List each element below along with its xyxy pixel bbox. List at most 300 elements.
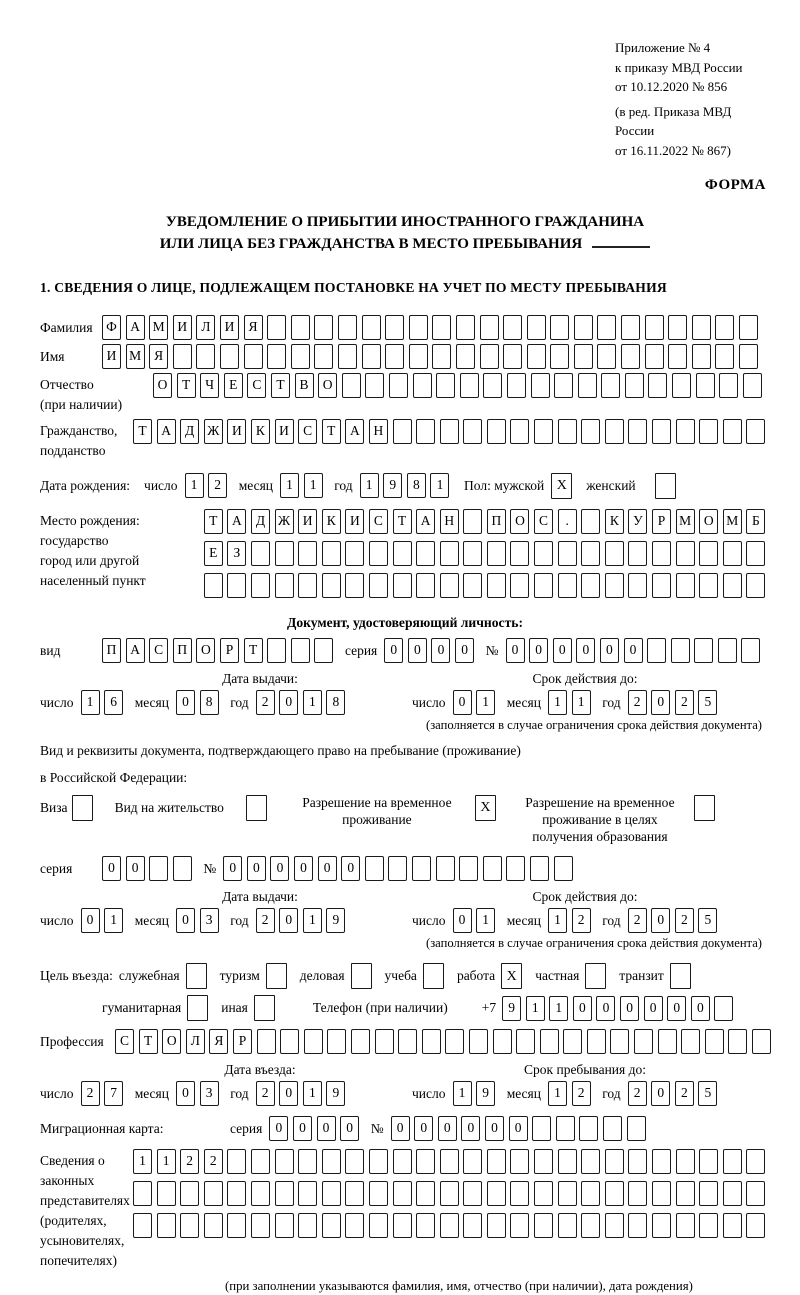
char-cell[interactable]: [534, 1149, 553, 1174]
residence-permit-checkbox[interactable]: [246, 795, 267, 821]
char-cell[interactable]: [267, 315, 286, 340]
char-cell[interactable]: [322, 541, 341, 566]
char-cell[interactable]: 0: [269, 1116, 288, 1141]
char-cell[interactable]: [723, 573, 742, 598]
char-cell[interactable]: [322, 1181, 341, 1206]
char-cell[interactable]: [652, 1181, 671, 1206]
char-cell[interactable]: [558, 419, 577, 444]
char-cell[interactable]: [668, 315, 687, 340]
char-cell[interactable]: 0: [247, 856, 266, 881]
char-cell[interactable]: [463, 509, 482, 534]
char-cell[interactable]: 1: [133, 1149, 152, 1174]
char-cell[interactable]: [291, 638, 310, 663]
char-cell[interactable]: [393, 1213, 412, 1238]
char-cell[interactable]: [298, 1181, 317, 1206]
char-cell[interactable]: [503, 315, 522, 340]
char-cell[interactable]: [605, 541, 624, 566]
char-cell[interactable]: 5: [698, 908, 717, 933]
char-cell[interactable]: [634, 1029, 653, 1054]
char-cell[interactable]: [628, 419, 647, 444]
char-cell[interactable]: [723, 419, 742, 444]
char-cell[interactable]: 0: [453, 690, 472, 715]
char-cell[interactable]: [510, 1181, 529, 1206]
char-cell[interactable]: [581, 419, 600, 444]
char-cell[interactable]: 2: [628, 908, 647, 933]
char-cell[interactable]: [601, 373, 620, 398]
char-cell[interactable]: [480, 315, 499, 340]
char-cell[interactable]: [574, 344, 593, 369]
char-cell[interactable]: [699, 1149, 718, 1174]
char-cell[interactable]: З: [227, 541, 246, 566]
char-cell[interactable]: Т: [271, 373, 290, 398]
char-cell[interactable]: [416, 419, 435, 444]
char-cell[interactable]: [369, 1213, 388, 1238]
char-cell[interactable]: 1: [303, 690, 322, 715]
char-cell[interactable]: [714, 996, 733, 1021]
char-cell[interactable]: 3: [200, 908, 219, 933]
char-cell[interactable]: [668, 344, 687, 369]
char-cell[interactable]: [280, 1029, 299, 1054]
char-cell[interactable]: С: [369, 509, 388, 534]
char-cell[interactable]: [422, 1029, 441, 1054]
char-cell[interactable]: 0: [600, 638, 619, 663]
char-cell[interactable]: 0: [651, 908, 670, 933]
char-cell[interactable]: [436, 373, 455, 398]
char-cell[interactable]: 0: [509, 1116, 528, 1141]
char-cell[interactable]: [322, 573, 341, 598]
char-cell[interactable]: [718, 638, 737, 663]
char-cell[interactable]: [530, 856, 549, 881]
char-cell[interactable]: [275, 1149, 294, 1174]
char-cell[interactable]: [463, 1181, 482, 1206]
char-cell[interactable]: [628, 1213, 647, 1238]
char-cell[interactable]: [251, 1149, 270, 1174]
char-cell[interactable]: [463, 419, 482, 444]
char-cell[interactable]: [393, 541, 412, 566]
char-cell[interactable]: [723, 541, 742, 566]
char-cell[interactable]: Б: [746, 509, 765, 534]
char-cell[interactable]: [597, 344, 616, 369]
char-cell[interactable]: 0: [294, 856, 313, 881]
char-cell[interactable]: 0: [576, 638, 595, 663]
char-cell[interactable]: [345, 1181, 364, 1206]
char-cell[interactable]: В: [295, 373, 314, 398]
char-cell[interactable]: Р: [220, 638, 239, 663]
char-cell[interactable]: 0: [317, 1116, 336, 1141]
char-cell[interactable]: Т: [204, 509, 223, 534]
char-cell[interactable]: 1: [526, 996, 545, 1021]
char-cell[interactable]: Р: [233, 1029, 252, 1054]
char-cell[interactable]: 2: [256, 908, 275, 933]
char-cell[interactable]: [227, 1149, 246, 1174]
char-cell[interactable]: [463, 573, 482, 598]
char-cell[interactable]: [416, 541, 435, 566]
char-cell[interactable]: 2: [204, 1149, 223, 1174]
char-cell[interactable]: 9: [326, 908, 345, 933]
char-cell[interactable]: [746, 541, 765, 566]
char-cell[interactable]: 0: [223, 856, 242, 881]
char-cell[interactable]: 8: [326, 690, 345, 715]
char-cell[interactable]: [554, 373, 573, 398]
char-cell[interactable]: Ф: [102, 315, 121, 340]
char-cell[interactable]: [389, 373, 408, 398]
char-cell[interactable]: [227, 573, 246, 598]
char-cell[interactable]: [510, 541, 529, 566]
char-cell[interactable]: [527, 344, 546, 369]
char-cell[interactable]: [581, 1149, 600, 1174]
char-cell[interactable]: [440, 541, 459, 566]
char-cell[interactable]: [676, 541, 695, 566]
char-cell[interactable]: [204, 573, 223, 598]
char-cell[interactable]: И: [298, 509, 317, 534]
char-cell[interactable]: [715, 315, 734, 340]
char-cell[interactable]: [692, 344, 711, 369]
char-cell[interactable]: [628, 1149, 647, 1174]
char-cell[interactable]: [719, 373, 738, 398]
char-cell[interactable]: [409, 344, 428, 369]
char-cell[interactable]: [180, 1213, 199, 1238]
char-cell[interactable]: [393, 573, 412, 598]
purpose-private-checkbox[interactable]: [585, 963, 606, 989]
char-cell[interactable]: 0: [624, 638, 643, 663]
char-cell[interactable]: А: [416, 509, 435, 534]
char-cell[interactable]: [244, 344, 263, 369]
char-cell[interactable]: [692, 315, 711, 340]
char-cell[interactable]: [291, 315, 310, 340]
char-cell[interactable]: [196, 344, 215, 369]
char-cell[interactable]: [133, 1181, 152, 1206]
char-cell[interactable]: [648, 373, 667, 398]
char-cell[interactable]: [621, 315, 640, 340]
char-cell[interactable]: [267, 344, 286, 369]
char-cell[interactable]: 0: [279, 690, 298, 715]
char-cell[interactable]: 0: [691, 996, 710, 1021]
char-cell[interactable]: 0: [506, 638, 525, 663]
char-cell[interactable]: 0: [341, 856, 360, 881]
char-cell[interactable]: [257, 1029, 276, 1054]
char-cell[interactable]: 2: [572, 1081, 591, 1106]
char-cell[interactable]: 1: [476, 690, 495, 715]
char-cell[interactable]: [628, 1181, 647, 1206]
char-cell[interactable]: [554, 856, 573, 881]
char-cell[interactable]: [463, 541, 482, 566]
gender-female-checkbox[interactable]: [655, 473, 676, 499]
char-cell[interactable]: Т: [322, 419, 341, 444]
char-cell[interactable]: [275, 1181, 294, 1206]
char-cell[interactable]: [628, 541, 647, 566]
char-cell[interactable]: [149, 856, 168, 881]
char-cell[interactable]: [597, 315, 616, 340]
char-cell[interactable]: 0: [391, 1116, 410, 1141]
char-cell[interactable]: С: [115, 1029, 134, 1054]
char-cell[interactable]: .: [558, 509, 577, 534]
char-cell[interactable]: Ж: [275, 509, 294, 534]
char-cell[interactable]: М: [676, 509, 695, 534]
char-cell[interactable]: [563, 1029, 582, 1054]
char-cell[interactable]: [534, 1181, 553, 1206]
char-cell[interactable]: [527, 315, 546, 340]
char-cell[interactable]: [432, 315, 451, 340]
char-cell[interactable]: 0: [529, 638, 548, 663]
char-cell[interactable]: К: [322, 509, 341, 534]
char-cell[interactable]: [369, 1149, 388, 1174]
char-cell[interactable]: 1: [476, 908, 495, 933]
char-cell[interactable]: [676, 419, 695, 444]
char-cell[interactable]: [338, 315, 357, 340]
char-cell[interactable]: Е: [204, 541, 223, 566]
char-cell[interactable]: [251, 1213, 270, 1238]
char-cell[interactable]: [746, 1149, 765, 1174]
char-cell[interactable]: 2: [81, 1081, 100, 1106]
char-cell[interactable]: [605, 1149, 624, 1174]
char-cell[interactable]: [605, 573, 624, 598]
char-cell[interactable]: 9: [383, 473, 402, 498]
char-cell[interactable]: 0: [414, 1116, 433, 1141]
char-cell[interactable]: [483, 856, 502, 881]
char-cell[interactable]: [440, 1149, 459, 1174]
char-cell[interactable]: [699, 419, 718, 444]
char-cell[interactable]: А: [157, 419, 176, 444]
char-cell[interactable]: 0: [176, 1081, 195, 1106]
char-cell[interactable]: Я: [149, 344, 168, 369]
char-cell[interactable]: [516, 1029, 535, 1054]
char-cell[interactable]: [345, 541, 364, 566]
char-cell[interactable]: А: [126, 638, 145, 663]
char-cell[interactable]: 0: [620, 996, 639, 1021]
char-cell[interactable]: [658, 1029, 677, 1054]
char-cell[interactable]: 0: [279, 908, 298, 933]
char-cell[interactable]: 9: [326, 1081, 345, 1106]
char-cell[interactable]: [227, 1213, 246, 1238]
char-cell[interactable]: [605, 1213, 624, 1238]
char-cell[interactable]: [558, 1213, 577, 1238]
char-cell[interactable]: [460, 373, 479, 398]
char-cell[interactable]: [412, 856, 431, 881]
char-cell[interactable]: [298, 1149, 317, 1174]
char-cell[interactable]: С: [247, 373, 266, 398]
char-cell[interactable]: Е: [224, 373, 243, 398]
char-cell[interactable]: 0: [279, 1081, 298, 1106]
char-cell[interactable]: [752, 1029, 771, 1054]
char-cell[interactable]: 0: [384, 638, 403, 663]
char-cell[interactable]: 2: [628, 690, 647, 715]
purpose-official-checkbox[interactable]: [186, 963, 207, 989]
char-cell[interactable]: [676, 1181, 695, 1206]
char-cell[interactable]: 1: [81, 690, 100, 715]
char-cell[interactable]: 0: [485, 1116, 504, 1141]
char-cell[interactable]: [436, 856, 455, 881]
char-cell[interactable]: [314, 638, 333, 663]
char-cell[interactable]: [627, 1116, 646, 1141]
char-cell[interactable]: 0: [126, 856, 145, 881]
gender-male-checkbox[interactable]: X: [551, 473, 572, 499]
char-cell[interactable]: [652, 1213, 671, 1238]
char-cell[interactable]: [743, 373, 762, 398]
char-cell[interactable]: [556, 1116, 575, 1141]
char-cell[interactable]: [463, 1149, 482, 1174]
char-cell[interactable]: [558, 1181, 577, 1206]
char-cell[interactable]: [304, 1029, 323, 1054]
char-cell[interactable]: [532, 1116, 551, 1141]
char-cell[interactable]: [676, 1213, 695, 1238]
char-cell[interactable]: [503, 344, 522, 369]
char-cell[interactable]: [480, 344, 499, 369]
char-cell[interactable]: 1: [360, 473, 379, 498]
char-cell[interactable]: [440, 419, 459, 444]
char-cell[interactable]: [322, 1149, 341, 1174]
char-cell[interactable]: [739, 344, 758, 369]
char-cell[interactable]: О: [196, 638, 215, 663]
char-cell[interactable]: [628, 573, 647, 598]
char-cell[interactable]: 1: [548, 690, 567, 715]
char-cell[interactable]: [456, 344, 475, 369]
char-cell[interactable]: 0: [431, 638, 450, 663]
char-cell[interactable]: С: [149, 638, 168, 663]
char-cell[interactable]: 0: [455, 638, 474, 663]
char-cell[interactable]: 1: [303, 908, 322, 933]
char-cell[interactable]: А: [227, 509, 246, 534]
char-cell[interactable]: [251, 1181, 270, 1206]
char-cell[interactable]: Т: [139, 1029, 158, 1054]
char-cell[interactable]: 6: [104, 690, 123, 715]
char-cell[interactable]: [345, 1213, 364, 1238]
purpose-transit-checkbox[interactable]: [670, 963, 691, 989]
char-cell[interactable]: [298, 1213, 317, 1238]
char-cell[interactable]: 0: [461, 1116, 480, 1141]
char-cell[interactable]: [723, 1181, 742, 1206]
char-cell[interactable]: О: [510, 509, 529, 534]
purpose-study-checkbox[interactable]: [423, 963, 444, 989]
purpose-tourism-checkbox[interactable]: [266, 963, 287, 989]
char-cell[interactable]: [558, 1149, 577, 1174]
char-cell[interactable]: [275, 573, 294, 598]
purpose-other-checkbox[interactable]: [254, 995, 275, 1021]
char-cell[interactable]: [388, 856, 407, 881]
char-cell[interactable]: И: [220, 315, 239, 340]
char-cell[interactable]: 0: [318, 856, 337, 881]
char-cell[interactable]: [440, 1181, 459, 1206]
char-cell[interactable]: М: [149, 315, 168, 340]
char-cell[interactable]: [672, 373, 691, 398]
char-cell[interactable]: 9: [502, 996, 521, 1021]
char-cell[interactable]: 0: [81, 908, 100, 933]
char-cell[interactable]: Я: [209, 1029, 228, 1054]
char-cell[interactable]: О: [153, 373, 172, 398]
char-cell[interactable]: [345, 573, 364, 598]
char-cell[interactable]: 0: [408, 638, 427, 663]
char-cell[interactable]: 2: [675, 690, 694, 715]
char-cell[interactable]: 8: [407, 473, 426, 498]
char-cell[interactable]: 0: [270, 856, 289, 881]
char-cell[interactable]: [699, 573, 718, 598]
char-cell[interactable]: П: [487, 509, 506, 534]
char-cell[interactable]: [694, 638, 713, 663]
char-cell[interactable]: Л: [186, 1029, 205, 1054]
char-cell[interactable]: 1: [303, 1081, 322, 1106]
char-cell[interactable]: 0: [340, 1116, 359, 1141]
char-cell[interactable]: [540, 1029, 559, 1054]
char-cell[interactable]: Ж: [204, 419, 223, 444]
char-cell[interactable]: [362, 315, 381, 340]
char-cell[interactable]: 1: [430, 473, 449, 498]
char-cell[interactable]: [746, 1213, 765, 1238]
char-cell[interactable]: [393, 1181, 412, 1206]
char-cell[interactable]: 5: [698, 1081, 717, 1106]
char-cell[interactable]: 0: [667, 996, 686, 1021]
char-cell[interactable]: Л: [196, 315, 215, 340]
temp-permit-education-checkbox[interactable]: [694, 795, 715, 821]
char-cell[interactable]: [696, 373, 715, 398]
char-cell[interactable]: 1: [572, 690, 591, 715]
char-cell[interactable]: Н: [369, 419, 388, 444]
char-cell[interactable]: [459, 856, 478, 881]
char-cell[interactable]: 0: [651, 1081, 670, 1106]
char-cell[interactable]: [581, 1213, 600, 1238]
char-cell[interactable]: [487, 573, 506, 598]
char-cell[interactable]: [157, 1181, 176, 1206]
char-cell[interactable]: [746, 573, 765, 598]
char-cell[interactable]: [652, 419, 671, 444]
char-cell[interactable]: [445, 1029, 464, 1054]
char-cell[interactable]: [456, 315, 475, 340]
char-cell[interactable]: [291, 344, 310, 369]
char-cell[interactable]: [365, 856, 384, 881]
char-cell[interactable]: [506, 856, 525, 881]
char-cell[interactable]: [487, 1181, 506, 1206]
char-cell[interactable]: [581, 509, 600, 534]
char-cell[interactable]: К: [251, 419, 270, 444]
char-cell[interactable]: [204, 1213, 223, 1238]
char-cell[interactable]: Д: [180, 419, 199, 444]
char-cell[interactable]: [463, 1213, 482, 1238]
char-cell[interactable]: 0: [438, 1116, 457, 1141]
char-cell[interactable]: [432, 344, 451, 369]
char-cell[interactable]: [327, 1029, 346, 1054]
char-cell[interactable]: [605, 419, 624, 444]
char-cell[interactable]: [342, 373, 361, 398]
char-cell[interactable]: [493, 1029, 512, 1054]
char-cell[interactable]: [314, 344, 333, 369]
char-cell[interactable]: [369, 1181, 388, 1206]
char-cell[interactable]: 2: [572, 908, 591, 933]
char-cell[interactable]: [385, 315, 404, 340]
char-cell[interactable]: [440, 573, 459, 598]
char-cell[interactable]: 1: [185, 473, 204, 498]
char-cell[interactable]: [298, 541, 317, 566]
char-cell[interactable]: [275, 541, 294, 566]
char-cell[interactable]: 1: [157, 1149, 176, 1174]
char-cell[interactable]: [220, 344, 239, 369]
char-cell[interactable]: [487, 1149, 506, 1174]
char-cell[interactable]: Я: [244, 315, 263, 340]
char-cell[interactable]: [723, 1149, 742, 1174]
char-cell[interactable]: [180, 1181, 199, 1206]
char-cell[interactable]: [369, 573, 388, 598]
purpose-business-checkbox[interactable]: [351, 963, 372, 989]
char-cell[interactable]: [578, 373, 597, 398]
char-cell[interactable]: [574, 315, 593, 340]
char-cell[interactable]: 1: [104, 908, 123, 933]
char-cell[interactable]: М: [723, 509, 742, 534]
char-cell[interactable]: [587, 1029, 606, 1054]
char-cell[interactable]: А: [126, 315, 145, 340]
char-cell[interactable]: [510, 1149, 529, 1174]
char-cell[interactable]: [393, 419, 412, 444]
char-cell[interactable]: [351, 1029, 370, 1054]
char-cell[interactable]: [251, 573, 270, 598]
char-cell[interactable]: [558, 573, 577, 598]
char-cell[interactable]: [409, 315, 428, 340]
